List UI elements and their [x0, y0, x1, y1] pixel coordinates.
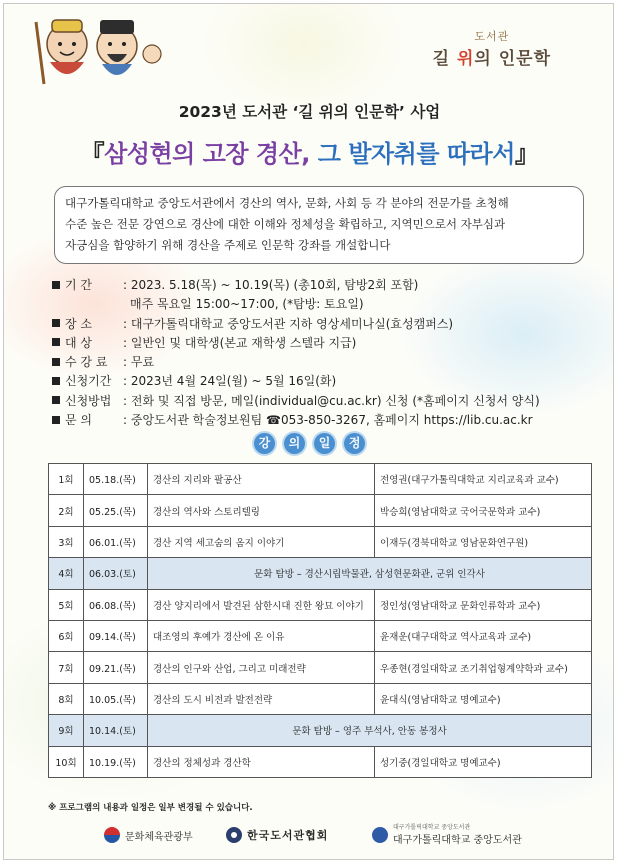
schedule-heading-char: 강	[254, 433, 275, 454]
taegeuk-icon	[104, 827, 120, 843]
session-topic: 경산 양지리에서 발견된 삼한시대 진한 왕묘 이야기	[148, 589, 375, 620]
session-topic: 경산 지역 세고숨의 옴지 이야기	[148, 526, 375, 557]
intro-line: 대구가톨릭대학교 중앙도서관에서 경산의 역사, 문화, 사회 등 각 분야의 전문가를 초청해	[65, 196, 509, 210]
session-topic: 경산의 역사와 스토리텔링	[148, 495, 375, 526]
schedule-heading-char: 일	[314, 433, 335, 454]
lecture-series-logo	[433, 28, 551, 69]
session-date: 05.18.(목)	[84, 464, 148, 495]
bullet-square-icon	[52, 319, 60, 327]
session-date: 06.01.(목)	[84, 526, 148, 557]
session-no: 7회	[49, 652, 84, 683]
session-speaker: 윤대식(영남대학교 명예교수)	[375, 683, 592, 714]
logo-line1: 도서관	[474, 30, 510, 43]
schedule-heading-char: 의	[284, 433, 305, 454]
bullet-square-icon	[52, 358, 60, 366]
session-date: 10.05.(목)	[84, 683, 148, 714]
intro-line: 자긍심을 함양하기 위해 경산을 주제로 인문학 강좌를 개설합니다	[65, 238, 391, 252]
table-row	[49, 526, 592, 557]
table-row	[49, 652, 592, 683]
contact-text[interactable]: : 중앙도서관 학술정보원팀 ☎053-850-3267, 홈페이지 https://lib.cu.ac.kr	[123, 413, 533, 428]
session-no: 9회	[49, 715, 84, 746]
table-row	[49, 589, 592, 620]
session-topic: 대조영의 후예가 경산에 온 이유	[148, 620, 375, 651]
schedule-heading	[4, 432, 614, 454]
table-row	[49, 464, 592, 495]
bullet-square-icon	[52, 416, 60, 424]
cuk-emblem-icon	[372, 827, 388, 843]
sponsor-cuk-library: 대구가톨릭대학교 중앙도서관 대구가톨릭대학교 중앙도서관	[372, 820, 522, 850]
program-subtitle: 2023년 도서관 ‘길 위의 인문학’ 사업	[178, 103, 441, 121]
bullet-square-icon	[52, 396, 60, 404]
mascot-characters-illustration	[22, 14, 167, 86]
session-no: 3회	[49, 526, 84, 557]
bullet-square-icon	[52, 377, 60, 385]
session-no: 5회	[49, 589, 84, 620]
intro-box	[54, 186, 584, 264]
table-row-tour	[49, 715, 592, 746]
info-list	[52, 276, 612, 430]
session-date: 06.03.(토)	[84, 558, 148, 589]
table-row	[49, 620, 592, 651]
bullet-square-icon	[52, 281, 60, 289]
session-speaker: 성기중(경일대학교 명예교수)	[375, 746, 592, 777]
info-target: 대 상 : 일반인 및 대학생(본교 재학생 스텔라 지급)	[52, 334, 612, 353]
apply-method-text[interactable]: : 전화 및 직접 방문, 메일(individual@cu.ac.kr) 신청 (*홈페이지 신청서 양식)	[123, 393, 540, 408]
session-speaker: 윤재운(대구대학교 역사교육과 교수)	[375, 620, 592, 651]
intro-line: 수준 높은 전문 강연으로 경산에 대한 이해와 정체성을 확립하고, 지역민으로서 자부심과	[65, 217, 506, 231]
sponsor-mcst: 문화체육관광부	[104, 820, 193, 850]
sponsor-kla: 한국도서관협회	[226, 820, 328, 850]
session-topic: 경산의 지리와 팔공산	[148, 464, 375, 495]
session-no: 1회	[49, 464, 84, 495]
bullet-square-icon	[52, 338, 60, 346]
footer-sponsors	[4, 820, 614, 850]
table-row-tour	[49, 558, 592, 589]
session-speaker: 정인성(영남대학교 문화인류학과 교수)	[375, 589, 592, 620]
session-speaker: 이재두(경북대학교 영남문화연구원)	[375, 526, 592, 557]
schedule-heading-char: 정	[344, 433, 365, 454]
session-speaker: 우종현(경일대학교 조기취업형계약학과 교수)	[375, 652, 592, 683]
info-place: 장 소 : 대구가톨릭대학교 중앙도서관 지하 영상세미나실(효성캠퍼스)	[52, 315, 612, 334]
table-row	[49, 683, 592, 714]
session-tour: 문화 탐방 – 경산시립박물관, 삼성현문화관, 군위 인각사	[148, 558, 592, 589]
session-speaker: 전영권(대구가톨릭대학교 지리교육과 교수)	[375, 464, 592, 495]
program-title: 『삼성현의 고장 경산, 그 발자취를 따라서』	[80, 140, 539, 168]
session-no: 4회	[49, 558, 84, 589]
session-date: 05.25.(목)	[84, 495, 148, 526]
session-topic: 경산의 인구와 산업, 그리고 미래전략	[148, 652, 375, 683]
info-apply-method: 신청방법 : 전화 및 직접 방문, 메일(individual@cu.ac.kr) 신청 (*홈페이지 신청서 양식)	[52, 392, 612, 411]
session-date: 10.14.(토)	[84, 715, 148, 746]
session-date: 09.21.(목)	[84, 652, 148, 683]
session-no: 10회	[49, 746, 84, 777]
session-no: 8회	[49, 683, 84, 714]
session-no: 6회	[49, 620, 84, 651]
schedule-table	[48, 463, 592, 778]
schedule-note: ※ 프로그램의 내용과 일정은 일부 변경될 수 있습니다.	[48, 803, 253, 813]
session-topic: 경산의 도시 비전과 발전전략	[148, 683, 375, 714]
session-no: 2회	[49, 495, 84, 526]
info-period: 기 간 : 2023. 5.18(목) ~ 10.19(목) (총10회, 탐방2회 포함)	[52, 276, 612, 295]
kla-emblem-icon	[226, 827, 242, 843]
info-fee: 수 강 료 : 무료	[52, 353, 612, 372]
table-row	[49, 746, 592, 777]
info-period-detail: 매주 목요일 15:00~17:00, (*탐방: 토요일)	[130, 297, 364, 312]
logo-line2: 길 위의 인문학	[432, 49, 551, 69]
poster-page	[3, 3, 614, 860]
session-date: 06.08.(목)	[84, 589, 148, 620]
info-apply-period: 신청기간 : 2023년 4월 24일(월) ~ 5월 16일(화)	[52, 372, 612, 391]
table-row	[49, 495, 592, 526]
session-date: 10.19.(목)	[84, 746, 148, 777]
info-contact: 문 의 : 중앙도서관 학술정보원팀 ☎053-850-3267, 홈페이지 https://lib.cu.ac.kr	[52, 411, 612, 430]
session-speaker: 박승희(영남대학교 국어국문학과 교수)	[375, 495, 592, 526]
session-tour: 문화 탐방 – 영주 부석사, 안동 봉정사	[148, 715, 592, 746]
session-topic: 경산의 정체성과 경산학	[148, 746, 375, 777]
session-date: 09.14.(목)	[84, 620, 148, 651]
